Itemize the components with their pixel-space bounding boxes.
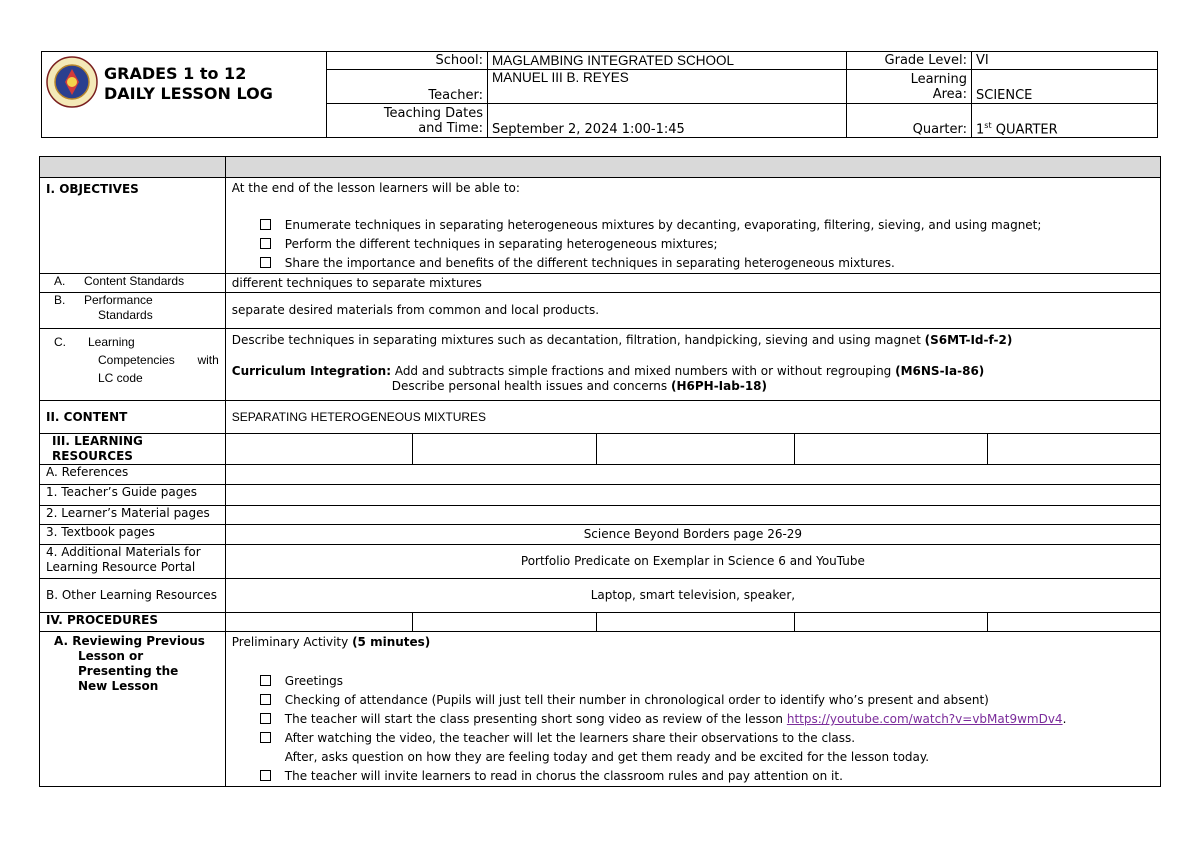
procedures-heading: IV. PROCEDURES <box>40 613 226 632</box>
procedure-text: The teacher will start the class presenting short song video as review of the lesson <box>284 712 787 726</box>
teacher-label: Teacher: <box>327 70 488 104</box>
resources-col-4 <box>795 434 988 465</box>
references-row <box>40 465 1161 485</box>
teachers-guide-row <box>40 485 1161 506</box>
gray-header-left <box>40 157 226 178</box>
health-text: Describe personal health issues and concerns <box>391 379 671 393</box>
teachers-guide-value <box>225 485 1160 506</box>
youtube-link[interactable]: https://youtube.com/watch?v=vbMat9wmDv4 <box>786 712 1063 726</box>
additional-materials-line-2: Learning Resource Portal <box>46 560 196 574</box>
quarter-label: Quarter: <box>847 104 972 138</box>
resources-col-2 <box>412 434 597 465</box>
competencies-text-2b: with <box>197 353 219 367</box>
additional-materials-label <box>40 545 226 579</box>
quarter-number: 1 <box>976 122 985 137</box>
procedure-a-line-1: A. Reviewing Previous <box>54 634 205 648</box>
objectives-cell <box>225 178 1160 274</box>
integration-text: Add and subtracts simple fractions and mixed numbers with or without regrouping <box>391 364 896 378</box>
additional-materials-row <box>40 545 1161 579</box>
learners-material-label: 2. Learner’s Material pages <box>40 506 226 525</box>
checkbox-icon <box>260 675 271 686</box>
procedures-col-1 <box>225 613 412 632</box>
references-label: A. References <box>40 465 226 485</box>
area-label-line-1: Learning <box>910 71 967 87</box>
checkbox-icon <box>260 770 271 781</box>
content-value: SEPARATING HETEROGENEOUS MIXTURES <box>225 401 1160 434</box>
textbook-row <box>40 525 1161 545</box>
dates-label <box>327 104 488 138</box>
area-label <box>847 70 972 104</box>
competencies-code: (S6MT-Id-f-2) <box>924 333 1013 347</box>
checkbox-icon <box>260 732 271 743</box>
objective-text: Share the importance and benefits of the different techniques in separating heterogeneous mixtures. <box>284 256 895 270</box>
learners-material-value <box>225 506 1160 525</box>
dates-label-line-1: Teaching Dates <box>383 105 483 121</box>
integration-code: (M6NS-Ia-86) <box>895 364 985 378</box>
procedure-item <box>232 672 1154 691</box>
textbook-label: 3. Textbook pages <box>40 525 226 545</box>
competencies-text-2a: Competencies <box>98 353 175 367</box>
area-label-line-2: Area: <box>932 86 967 102</box>
content-heading: II. CONTENT <box>40 401 226 434</box>
checkbox-icon <box>260 257 271 268</box>
objective-text: Perform the different techniques in separating heterogeneous mixtures; <box>284 237 718 251</box>
procedure-item <box>232 710 1154 729</box>
textbook-value: Science Beyond Borders page 26-29 <box>225 525 1160 545</box>
procedure-text: After watching the video, the teacher will let the learners share their observations to the class. <box>284 731 856 745</box>
checkbox-icon <box>260 713 271 724</box>
resources-col-1 <box>225 434 412 465</box>
grade-value: VI <box>972 52 1158 70</box>
lesson-log-table <box>39 156 1161 787</box>
grade-label: Grade Level: <box>847 52 972 70</box>
objective-item <box>232 235 1154 254</box>
objectives-heading: I. OBJECTIVES <box>40 178 226 274</box>
header-table <box>41 51 1158 138</box>
gray-header-row <box>40 157 1161 178</box>
competencies-letter: C. <box>54 335 66 349</box>
procedure-a-label <box>40 632 226 787</box>
other-resources-value: Laptop, smart television, speaker, <box>225 579 1160 613</box>
school-label: School: <box>327 52 488 70</box>
competencies-text-3: LC code <box>98 371 143 385</box>
resources-heading: III. LEARNING RESOURCES <box>40 434 226 465</box>
procedure-item <box>232 691 1154 710</box>
school-value: MAGLAMBING INTEGRATED SCHOOL <box>488 52 847 70</box>
objective-text: Enumerate techniques in separating heterogeneous mixtures by decanting, evaporating, filtering, sieving, and using magnet; <box>284 218 1042 232</box>
link-suffix: . <box>1062 712 1067 726</box>
objectives-row <box>40 178 1161 274</box>
procedures-col-4 <box>795 613 988 632</box>
references-value <box>225 465 1160 485</box>
procedure-a-line-3: New Lesson <box>78 679 159 693</box>
teacher-value: MANUEL III B. REYES <box>488 70 847 104</box>
procedure-text: Checking of attendance (Pupils will just tell their number in chronological order to identify who’s present and absent) <box>284 693 989 707</box>
title-line-2: DAILY LESSON LOG <box>104 84 273 103</box>
dates-label-line-2: and Time: <box>418 120 483 136</box>
additional-materials-value: Portfolio Predicate on Exemplar in Science 6 and YouTube <box>225 545 1160 579</box>
checkbox-icon <box>260 219 271 230</box>
competencies-cell <box>225 329 1160 401</box>
preliminary-activity-label: Preliminary Activity <box>231 635 353 649</box>
area-value: SCIENCE <box>972 70 1158 104</box>
resources-col-3 <box>597 434 795 465</box>
quarter-text: QUARTER <box>991 122 1058 137</box>
procedure-a-row <box>40 632 1161 787</box>
gray-header-right <box>225 157 1160 178</box>
competencies-text-1: Learning <box>88 335 135 349</box>
content-standards-row <box>40 274 1161 293</box>
content-standards-text: Content Standards <box>84 274 185 288</box>
performance-standards-letter: B. <box>54 293 66 307</box>
competencies-label <box>40 329 226 401</box>
checkbox-icon <box>260 694 271 705</box>
deped-seal-icon <box>46 56 98 108</box>
quarter-value <box>972 104 1158 138</box>
procedures-col-3 <box>597 613 795 632</box>
integration-label: Curriculum Integration: <box>231 364 391 378</box>
objective-item <box>232 254 1154 273</box>
procedure-a-line-2: Lesson or Presenting the <box>78 649 179 678</box>
competencies-row <box>40 329 1161 401</box>
quarter-suffix: st <box>984 120 992 130</box>
resources-heading-row <box>40 434 1161 465</box>
content-row <box>40 401 1161 434</box>
procedures-col-2 <box>412 613 597 632</box>
dates-value: September 2, 2024 1:00-1:45 <box>488 104 847 138</box>
procedure-continuation: After, asks question on how they are feeling today and get them ready and be excited for the lesson today. <box>284 750 930 764</box>
procedures-col-5 <box>988 613 1161 632</box>
other-resources-row <box>40 579 1161 613</box>
title-cell <box>42 52 327 138</box>
performance-standards-text-2: Standards <box>98 308 153 322</box>
content-standards-letter: A. <box>54 274 66 288</box>
procedure-text: The teacher will invite learners to read in chorus the classroom rules and pay attention on it. <box>284 769 843 783</box>
preliminary-activity-time: (5 minutes) <box>352 635 431 649</box>
procedure-a-cell <box>225 632 1160 787</box>
procedure-text: Greetings <box>284 674 344 688</box>
content-standards-value: different techniques to separate mixtures <box>225 274 1160 293</box>
performance-standards-text-1: Performance <box>84 293 153 307</box>
competencies-description: Describe techniques in separating mixtures such as decantation, filtration, handpicking, sieving and using magnet <box>231 333 925 347</box>
objectives-intro: At the end of the lesson learners will be able to: <box>231 181 520 195</box>
content-standards-label <box>40 274 226 293</box>
other-resources-label: B. Other Learning Resources <box>40 579 226 613</box>
health-code: (H6PH-Iab-18) <box>670 379 767 393</box>
teachers-guide-label: 1. Teacher’s Guide pages <box>40 485 226 506</box>
checkbox-icon <box>260 238 271 249</box>
learners-material-row <box>40 506 1161 525</box>
additional-materials-line-1: 4. Additional Materials for <box>46 545 201 559</box>
objective-item <box>232 216 1154 235</box>
resources-col-5 <box>988 434 1161 465</box>
procedure-item <box>232 729 1154 748</box>
procedure-item <box>232 767 1154 786</box>
performance-standards-row <box>40 293 1161 329</box>
procedures-heading-row <box>40 613 1161 632</box>
title-line-1: GRADES 1 to 12 <box>104 64 247 83</box>
performance-standards-value: separate desired materials from common and local products. <box>225 293 1160 329</box>
performance-standards-label <box>40 293 226 329</box>
